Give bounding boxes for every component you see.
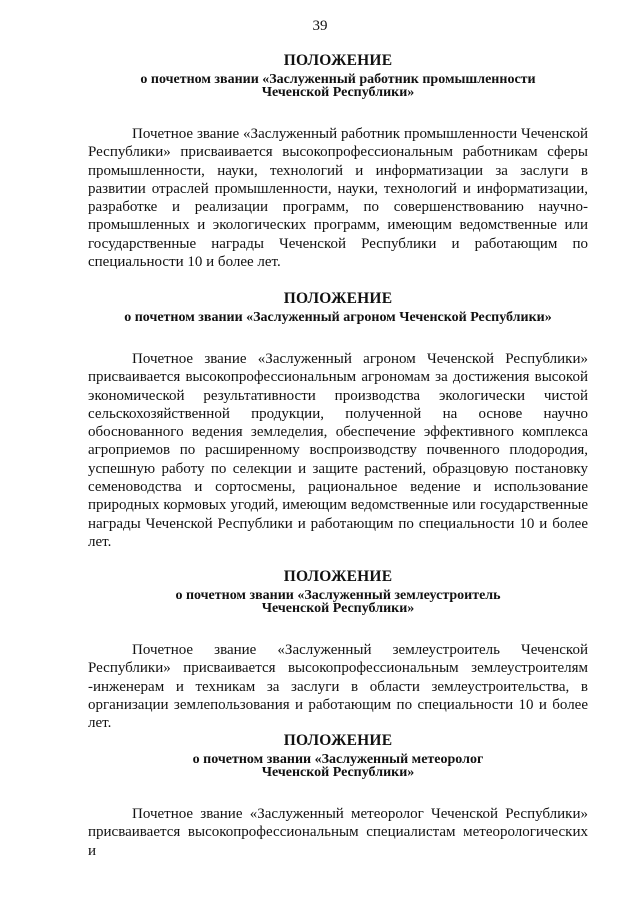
section-heading: ПОЛОЖЕНИЕ — [283, 732, 393, 749]
section-heading: ПОЛОЖЕНИЕ — [283, 52, 393, 69]
section-body-text: Почетное звание «Заслуженный работник промышленности Чеченской Республики» присваивается высокопрофессиональным работникам сферы промышленности, науки, технологий и информатизации за заслуги в развитии отраслей промышленности, науки, технологий и информатизации, разработке и реализации программ, по совершенствованию научно-промышленных и экологических программ, имеющим ведомственные или государственные награды Чеченской Республики и работающим по специальности 10 и более лет. — [88, 126, 588, 271]
section-subheading — [88, 311, 588, 324]
section-body-text: Почетное звание «Заслуженный метеоролог Чеченской Республики» присваивается высокопрофессиональным специалистам метеорологических и — [88, 806, 588, 859]
section-body-text: Почетное звание «Заслуженный землеустроитель Чеченской Республики» присваивается высокопрофессиональным землеустроителям -инженерам и техникам за заслуги в области землеустроительства, в организации землепользования и работающим по специальности 10 и более лет. — [88, 642, 588, 732]
subheading-line: о почетном звании «Заслуженный землеустроитель — [175, 588, 501, 603]
subheading-line: о почетном звании «Заслуженный агроном Чеченской Республики» — [124, 310, 552, 325]
subheading-line: Чеченской Республики» — [261, 85, 415, 100]
subheading-line: Чеченской Республики» — [261, 765, 415, 780]
regulation-section-industry-worker — [88, 52, 588, 271]
subheading-line: Чеченской Республики» — [261, 601, 415, 616]
section-body-text: Почетное звание «Заслуженный агроном Чеченской Республики» присваивается высокопрофессиональным агрономам за достижения высокой экономической результативности производства экологически чистой сельскохозяйственной продукции, полученной на основе научно обоснованного ведения земледелия, обеспечение эффективного комплекса агроприемов по расширенному воспроизводству почвенного плодородия, успешную работу по селекции и защите растений, образцовую постановку семеноводства и сортосмены, рациональное ведение и использование природных кормовых угодий, имеющим ведомственные или государственные награды Чеченской Республики и работающим по специальности 10 и более лет. — [88, 351, 588, 550]
subheading-line: о почетном звании «Заслуженный метеоролог — [192, 752, 484, 767]
section-heading: ПОЛОЖЕНИЕ — [283, 568, 393, 585]
regulation-section-agronomist — [88, 290, 588, 551]
subheading-line: о почетном звании «Заслуженный работник промышленности — [140, 72, 536, 87]
section-subheading — [88, 73, 588, 99]
regulation-section-land-surveyor — [88, 568, 588, 732]
section-subheading — [88, 753, 588, 779]
regulation-section-meteorologist — [88, 732, 588, 860]
page-number: 39 — [312, 18, 328, 34]
section-subheading — [88, 589, 588, 615]
section-heading: ПОЛОЖЕНИЕ — [283, 290, 393, 307]
